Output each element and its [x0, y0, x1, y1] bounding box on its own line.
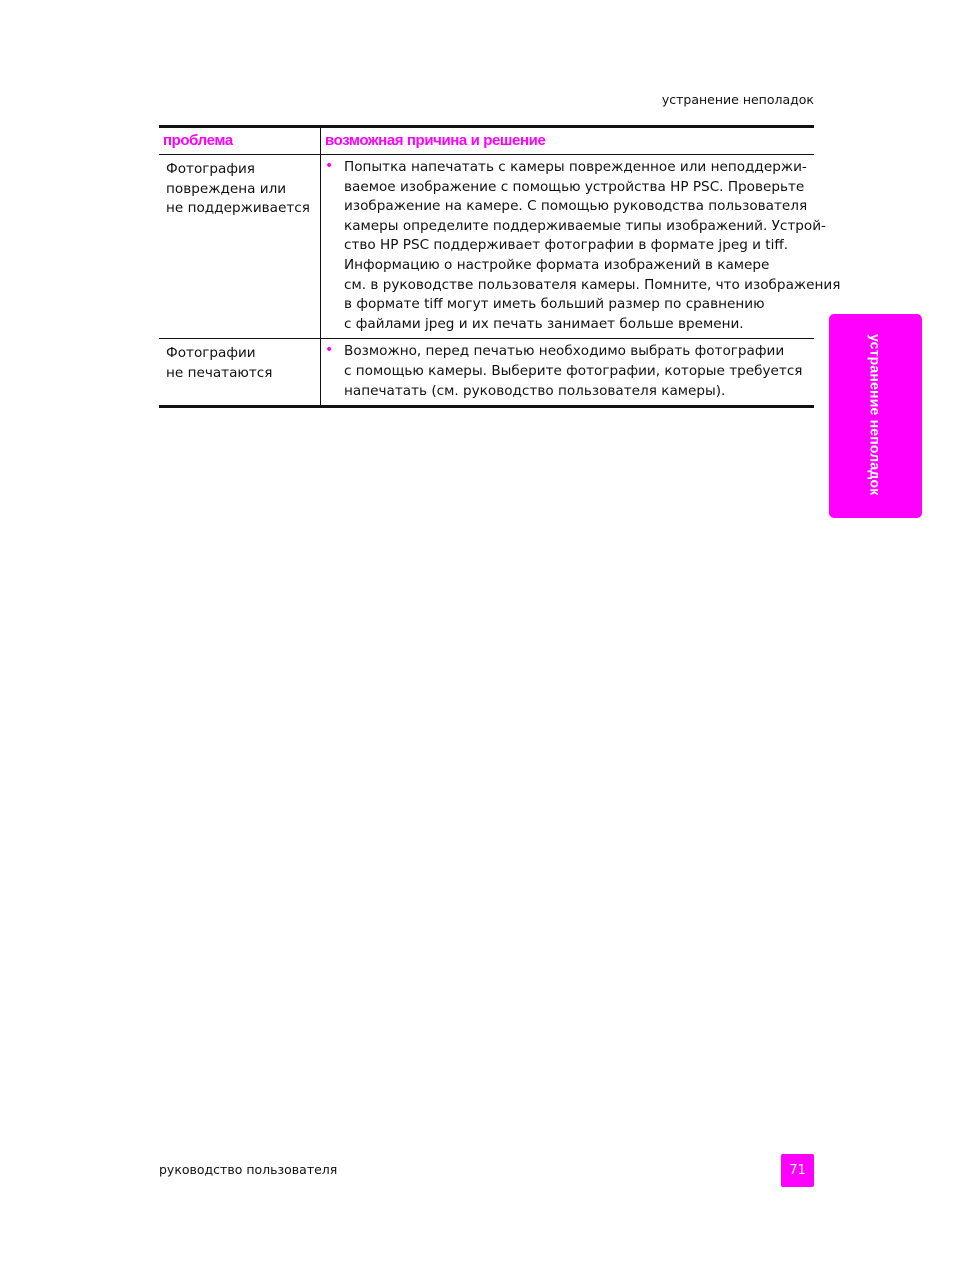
page-number: 71: [781, 1154, 814, 1187]
solution-line: изображение на камере. С помощью руководства пользователя: [344, 198, 808, 215]
side-tab-label: устранение неполадок: [867, 334, 884, 496]
troubleshooting-table: [159, 125, 841, 408]
table-row: [159, 338, 814, 405]
running-header: устранение неполадок: [661, 92, 814, 107]
solution-line: Возможно, перед печатью необходимо выбрать фотографии: [344, 343, 785, 360]
solution-line: с помощью камеры. Выберите фотографии, которые требуется: [344, 362, 803, 379]
problem-line: не печатаются: [166, 364, 273, 381]
table-header: [159, 128, 814, 155]
problem-line: Фотография: [166, 161, 255, 177]
problem-line: Фотографии: [166, 345, 256, 362]
solution-line: камеры определите поддерживаемые типы изображений. Устрой-: [344, 217, 826, 234]
solution-line: в формате tiff могут иметь больший размер по сравнению: [344, 296, 765, 313]
solution-line: Попытка напечатать с камеры поврежденное или неподдержи-: [344, 159, 807, 175]
problem-cell: [159, 155, 320, 338]
solution-text: [344, 342, 802, 401]
solution-cell: [320, 155, 841, 338]
footer-title: руководство пользователя: [159, 1162, 338, 1177]
solution-line: Информацию о настройке формата изображений в камере: [344, 256, 770, 273]
problem-line: не поддерживается: [166, 200, 310, 217]
solution-cell: [320, 339, 814, 405]
solution-text: [344, 158, 840, 334]
bullet-icon: •: [325, 342, 334, 359]
bullet-icon: •: [325, 158, 334, 174]
solution-line: см. в руководстве пользователя камеры. Помните, что изображения: [344, 276, 841, 293]
solution-line: ство HP PSC поддерживает фотографии в формате jpeg и tiff.: [344, 237, 789, 254]
column-header-solution: возможная причина и решение: [320, 128, 814, 154]
solution-line: с файлами jpeg и их печать занимает больше времени.: [344, 315, 744, 332]
chapter-side-tab: [829, 314, 922, 518]
column-header-problem: проблема: [163, 132, 233, 149]
solution-line: ваемое изображение с помощью устройства HP PSC. Проверьте: [344, 178, 805, 195]
problem-cell: [159, 339, 320, 405]
solution-line: напечатать (см. руководство пользователя камеры).: [344, 382, 726, 399]
problem-line: повреждена или: [166, 180, 287, 197]
table-row: [159, 155, 841, 338]
